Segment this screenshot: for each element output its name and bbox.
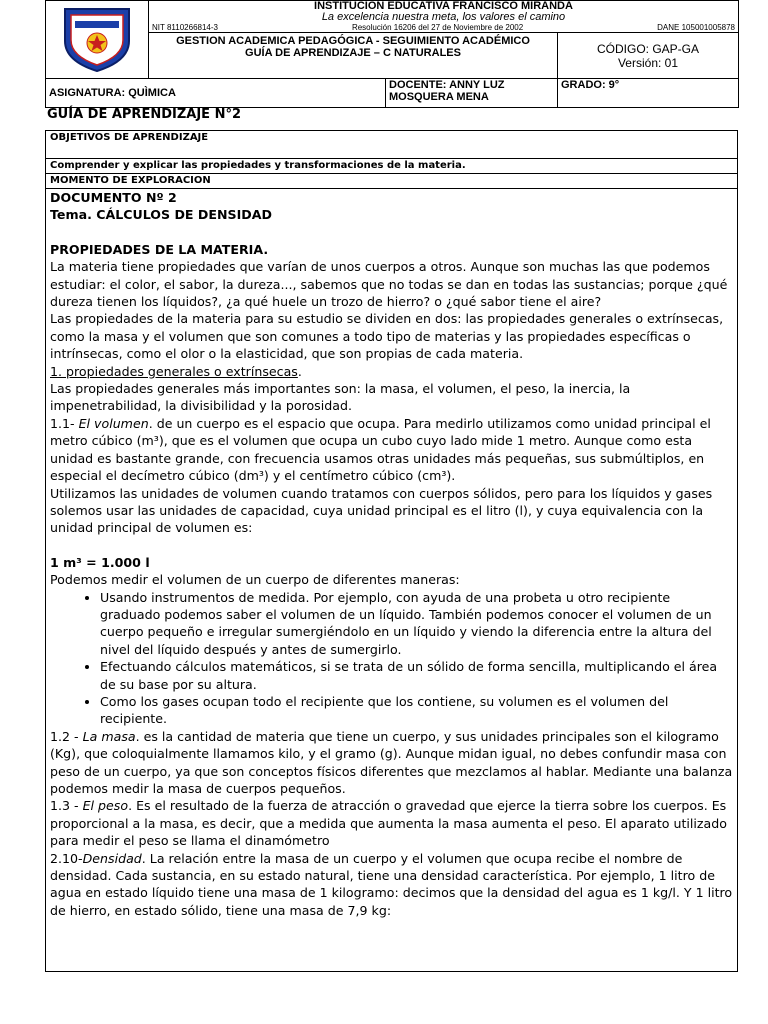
definition: . de un cuerpo es el espacio que ocupa. Para medirlo utilizamos como unidad principal el metro cúbico (m³), que es el volumen que ocupa un cubo cuyo lado mide 1 metro. Aunque como esta unidad es bastante grande, con frecuencia usamos otras unidades más pequeñas, sus submúltiplos, en especial el decímetro cúbico (dm³) y el centímetro cúbico (cm³). (50, 415, 711, 484)
definition: . es la cantidad de materia que tiene un cuerpo, y sus unidades principales son el kilogramo (Kg), que coloquialmente llamamos kilo, y el gramo (g). Aunque midan igual, no debes confundir masa con peso de un cuerpo, ya que son conceptos físicos diferentes que mezclamos al hablar. Mediante una balanza podemos medir la masa de cuerpos pequeños. (50, 728, 733, 796)
exploration-moment: MOMENTO DE EXPLORACION (46, 174, 737, 189)
topic-title: Tema. CÁLCULOS DE DENSIDAD (50, 207, 272, 223)
bullet-list (50, 589, 733, 728)
item-number: 2.10- (50, 850, 83, 866)
paragraph: Las propiedades generales más importantes son: la masa, el volumen, el peso, la inercia, la impenetrabilidad, la divisibilidad y la porosidad. (50, 381, 631, 414)
mass-paragraph (50, 728, 733, 798)
dane-code: DANE 105001005878 (657, 23, 735, 32)
management-line: GESTION ACADEMICA PEDAGÓGICA - SEGUIMIENTO ACADÉMICO (176, 35, 530, 47)
subject: ASIGNATURA: QUÌMICA (46, 79, 386, 108)
density-paragraph (50, 850, 733, 920)
subsection-heading: 1. propiedades generales o extrínsecas. (50, 363, 302, 379)
weight-paragraph (50, 797, 733, 849)
list-item: • Efectuando cálculos matemáticos, si se trata de un sólido de forma sencilla, multiplicando el área de su base por su altura. (100, 658, 733, 693)
volume-paragraph (50, 415, 733, 485)
teacher: DOCENTE: ANNY LUZ MOSQUERA MENA (386, 79, 558, 108)
definition: . La relación entre la masa de un cuerpo y el volumen que ocupa recibe el nombre de densidad. Cada sustancia, en su estado natural, tiene una densidad característica. Por ejemplo, 1 litro de agua en estado líquido tiene una masa de 1 kilogramo: decimos que la densidad del agua es 1 kg/l. Y 1 litro de hierro, en estado sólido, tiene una masa de 7,9 kg: (50, 850, 733, 918)
resolution-text: Resolución 16206 del 27 de Noviembre de 2002 (351, 23, 524, 32)
paragraph: Las propiedades de la materia para su estudio se dividen en dos: las propiedades generales o extrínsecas, como la masa y el volumen que son comunes a todo tipo de materias y las propiedades específicas o intrínsecas, como el olor o la elasticidad, que son propias de cada materia. (50, 311, 724, 362)
spacer (50, 537, 733, 554)
document-body (46, 189, 737, 919)
management-cell (149, 33, 558, 79)
guide-line: GUÍA DE APRENDIZAJE – C NATURALES (245, 47, 461, 59)
guide-title: GUÍA DE APRENDIZAJE N°2 (47, 107, 241, 122)
item-number: 1.3 - (50, 798, 83, 814)
equivalence: 1 m³ = 1.000 l (50, 554, 150, 570)
code-cell (558, 33, 739, 79)
objectives-text: Comprender y explicar las propiedades y transformaciones de la materia. (46, 159, 737, 174)
nit-number: NIT 8110266814-3 (152, 23, 218, 32)
spacer (50, 224, 733, 241)
document-code: CÓDIGO: GAP-GA (596, 42, 699, 56)
term: Densidad (82, 850, 142, 866)
content-box (45, 130, 738, 972)
document-header (45, 0, 738, 105)
subsection-title: 1. propiedades generales o extrínsecas (50, 363, 298, 379)
section-heading: PROPIEDADES DE LA MATERIA. (50, 241, 269, 257)
paragraph: La materia tiene propiedades que varían de unos cuerpos a otros. Aunque son muchas las que podemos estudiar: el color, el sabor, la dureza..., sabemos que no todas se dan en todas las sustancias; porque ¿qué dureza tienen los líquidos?, ¿a qué huele un trozo de hierro? o ¿qué sabor tiene el aire? (50, 259, 728, 310)
institution-cell (149, 1, 739, 33)
document-number: DOCUMENTO Nº 2 (50, 190, 177, 205)
school-crest-logo (57, 3, 137, 73)
term: El volumen (78, 415, 149, 431)
item-number: 1.2 - (50, 728, 83, 744)
item-number: 1.1- (50, 415, 79, 431)
institution-name: INSTITUCIÓN EDUCATIVA FRANCISCO MIRANDA (314, 0, 573, 12)
objectives-label: OBJETIVOS DE APRENDIZAJE (46, 131, 737, 159)
grade: GRADO: 9° (558, 79, 739, 108)
logo-cell (46, 1, 149, 79)
term: La masa (82, 728, 136, 744)
list-item: • Usando instrumentos de medida. Por ejemplo, con ayuda de una probeta u otro recipiente graduado podemos saber el volumen de un líquido. También podemos conocer el volumen de un cuerpo pequeño e irregular sumergiéndolo en un líquido y viendo la diferencia entre la altura del nivel del líquido después y antes de sumergirlo. (100, 589, 733, 659)
institution-motto: La excelencia nuestra meta, los valores el camino (321, 11, 566, 23)
definition: . Es el resultado de la fuerza de atracción o gravedad que ejerce la tierra sobre los cuerpos. Es proporcional a la masa, es decir, que a medida que aumenta la masa aumenta el peso. El aparato utilizado para medir el peso se llama el dinamómetro (50, 798, 727, 849)
document-version: Versión: 01 (617, 56, 679, 70)
paragraph: Podemos medir el volumen de un cuerpo de diferentes maneras: (50, 572, 460, 588)
term: El peso (82, 798, 129, 814)
paragraph: Utilizamos las unidades de volumen cuando tratamos con cuerpos sólidos, pero para los líquidos y gases solemos usar las unidades de capacidad, cuya unidad principal es el litro (l), y cuya equivalencia con la unidad principal de volumen es: (50, 485, 713, 536)
list-item: • Como los gases ocupan todo el recipiente que los contiene, su volumen es el volumen del recipiente. (100, 693, 733, 728)
